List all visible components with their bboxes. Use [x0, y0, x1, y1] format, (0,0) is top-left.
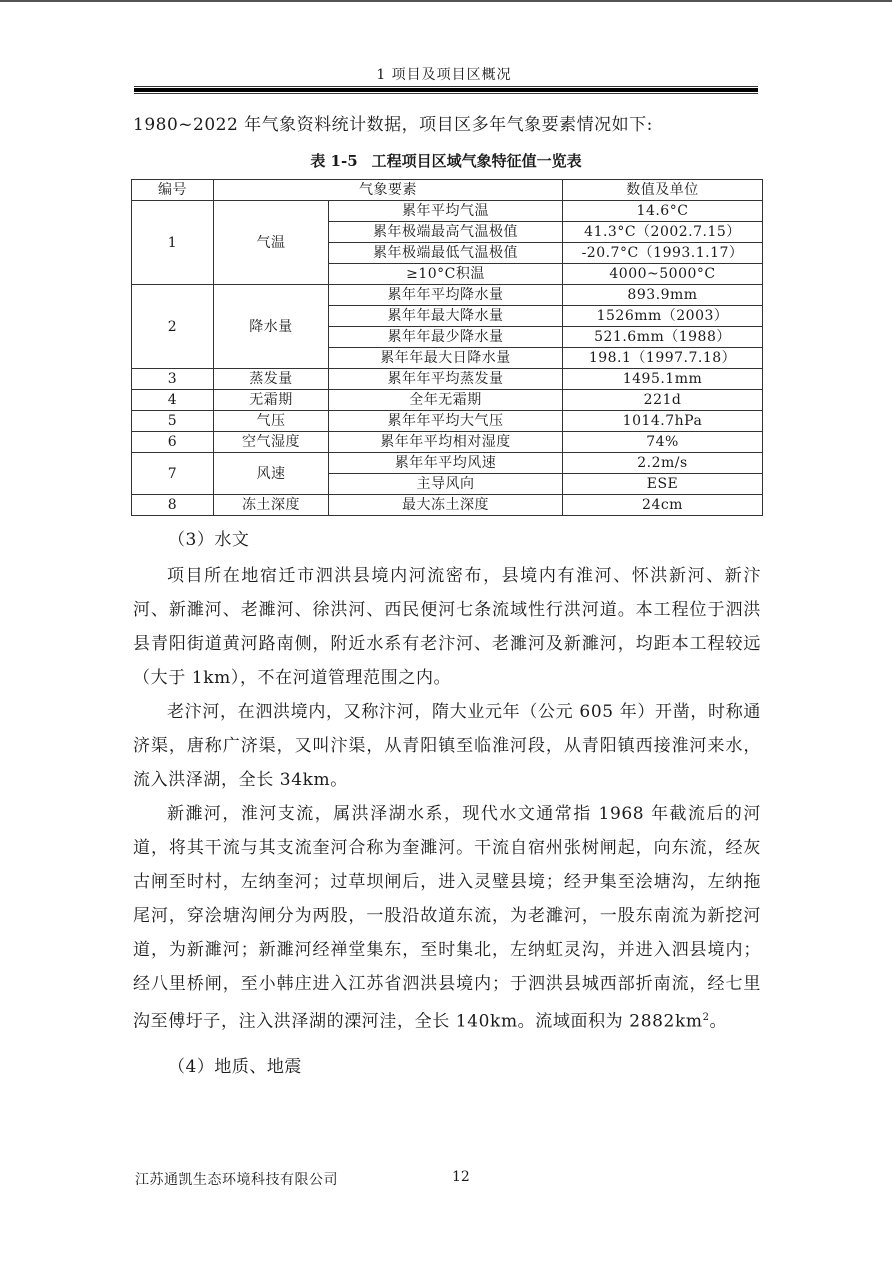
- cell-no: 3: [132, 369, 214, 390]
- cell-value: 24cm: [563, 495, 763, 516]
- cell-category: 降水量: [214, 285, 329, 369]
- table-row: [132, 369, 763, 390]
- cell-element: 累年年平均大气压: [329, 411, 563, 432]
- cell-element: 累年平均气温: [329, 201, 563, 222]
- table-caption: [130, 150, 762, 171]
- xinsui-text-end: 。: [709, 1011, 728, 1032]
- footer-company: 江苏通凯生态环境科技有限公司: [135, 1172, 338, 1188]
- cell-value: 2.2m/s: [563, 453, 763, 474]
- cell-no: 2: [132, 285, 214, 369]
- cell-category: 蒸发量: [214, 369, 329, 390]
- cell-no: 8: [132, 495, 214, 516]
- cell-value: 893.9mm: [563, 285, 763, 306]
- table-row: [132, 201, 763, 222]
- cell-no: 4: [132, 390, 214, 411]
- cell-value: ESE: [563, 474, 763, 495]
- table-row: [132, 411, 763, 432]
- cell-category: 无霜期: [214, 390, 329, 411]
- cell-no: 6: [132, 432, 214, 453]
- cell-value: 1495.1mm: [563, 369, 763, 390]
- cell-element: 最大冻土深度: [329, 495, 563, 516]
- cell-element: 累年年平均蒸发量: [329, 369, 563, 390]
- section-heading-geology: （4）地质、地震: [168, 1057, 302, 1077]
- cell-element: 全年无霜期: [329, 390, 563, 411]
- cell-value: 4000~5000°C: [563, 264, 763, 285]
- header-value: 数值及单位: [563, 180, 763, 201]
- header-rule: [134, 93, 758, 94]
- area-superscript: 2: [702, 1012, 710, 1023]
- paragraph-laobian-river: 老汴河，在泗洪境内，又称汴河，隋大业元年（公元 605 年）开凿，时称通济渠，唐称广济渠，又叫汴渠，从青阳镇至临淮河段，从青阳镇西接淮河来水，流入洪泽湖，全长 34km。: [133, 702, 761, 790]
- climate-table: [131, 179, 763, 516]
- cell-no: 5: [132, 411, 214, 432]
- page-number: 12: [452, 1169, 470, 1185]
- cell-element: 累年年最大降水量: [329, 306, 563, 327]
- cell-element: 主导风向: [329, 474, 563, 495]
- header-element: 气象要素: [214, 180, 563, 201]
- header-no: 编号: [132, 180, 214, 201]
- cell-no: 1: [132, 201, 214, 285]
- cell-no: 7: [132, 453, 214, 495]
- cell-value: 74%: [563, 432, 763, 453]
- table-header-row: [132, 180, 763, 201]
- cell-category: 空气湿度: [214, 432, 329, 453]
- intro-text: 1980~2022 年气象资料统计数据，项目区多年气象要素情况如下:: [133, 115, 653, 135]
- cell-value: 198.1（1997.7.18）: [563, 348, 763, 369]
- cell-element: ≥10°C积温: [329, 264, 563, 285]
- table-row: [132, 390, 763, 411]
- cell-value: 14.6°C: [563, 201, 763, 222]
- header-rule-thick: [134, 88, 758, 92]
- cell-value: 1526mm（2003）: [563, 306, 763, 327]
- page-top-edge: [0, 0, 892, 2]
- table-row: [132, 285, 763, 306]
- xinsui-text: 新濉河，淮河支流，属洪泽湖水系，现代水文通常指 1968 年截流后的河道，将其干流与其支流奎河合称为奎濉河。干流自宿州张树闸起，向东流，经灰古闸至时村，左纳奎河；过草坝闸后，进入灵璧县境；经尹集至浍塘沟，左纳拖尾河，穿浍塘沟闸分为两股，一股沿故道东流，为老濉河，一股东南流为新挖河道，为新濉河；新濉河经禅堂集东，至时集北，左纳虹灵沟，并进入泗县境内；经八里桥闸，至小韩庄进入江苏省泗洪县境内；于泗洪县城西部折南流，经七里沟至傅圩子，注入洪泽湖的溧河洼，全长 140km。流域面积为 2882km: [133, 804, 761, 1032]
- cell-element: 累年极端最低气温极值: [329, 243, 563, 264]
- table-row: [132, 432, 763, 453]
- cell-value: 221d: [563, 390, 763, 411]
- paragraph-hydrology-overview: 项目所在地宿迁市泗洪县境内河流密布，县境内有淮河、怀洪新河、新汴河、新濉河、老濉河、徐洪河、西民便河七条流域性行洪河道。本工程位于泗洪县青阳街道黄河路南侧，附近水系有老汴河、老濉河及新濉河，均距本工程较远（大于 1km），不在河道管理范围之内。: [133, 566, 761, 688]
- cell-value: 41.3°C（2002.7.15）: [563, 222, 763, 243]
- cell-value: 1014.7hPa: [563, 411, 763, 432]
- cell-element: 累年年平均降水量: [329, 285, 563, 306]
- cell-category: 冻土深度: [214, 495, 329, 516]
- header-rule: [134, 86, 758, 87]
- cell-element: 累年年最少降水量: [329, 327, 563, 348]
- cell-category: 气压: [214, 411, 329, 432]
- cell-value: -20.7°C（1993.1.17）: [563, 243, 763, 264]
- section-heading-hydrology: （3）水文: [168, 530, 250, 550]
- cell-element: 累年年平均风速: [329, 453, 563, 474]
- table-caption-title: 工程项目区域气象特征值一览表: [371, 152, 582, 170]
- cell-element: 累年年最大日降水量: [329, 348, 563, 369]
- cell-category: 风速: [214, 453, 329, 495]
- table-row: [132, 453, 763, 474]
- table-row: [132, 495, 763, 516]
- paragraph-xinsui-river: [133, 797, 761, 1039]
- running-header: 1 项目及项目区概况: [376, 67, 512, 83]
- table-caption-number: 表 1-5: [310, 152, 358, 170]
- cell-element: 累年极端最高气温极值: [329, 222, 563, 243]
- cell-value: 521.6mm（1988）: [563, 327, 763, 348]
- cell-category: 气温: [214, 201, 329, 285]
- cell-element: 累年年平均相对湿度: [329, 432, 563, 453]
